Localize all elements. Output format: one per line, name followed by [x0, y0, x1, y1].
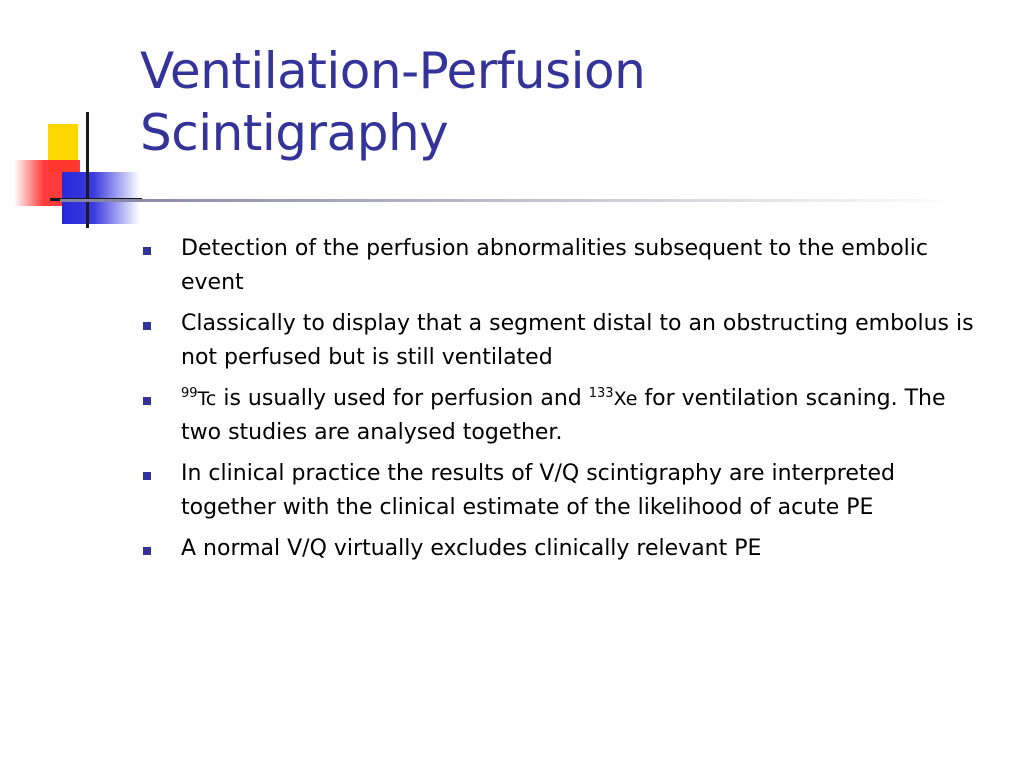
element-tc: Tc	[197, 388, 217, 410]
bullet-item	[140, 382, 980, 450]
slide-title	[140, 40, 645, 164]
bullet-text: In clinical practice the results of V/Q scintigraphy are interpreted together with the clinical estimate of the likelihood of acute PE	[181, 461, 895, 520]
bullet-item	[140, 307, 980, 375]
bullet-square-icon	[143, 247, 151, 255]
bullet-item	[140, 457, 980, 525]
bullet-square-icon	[143, 472, 151, 480]
ornament-vertical-line	[86, 112, 89, 228]
element-xe: Xe	[613, 388, 638, 410]
corner-ornament	[0, 0, 160, 240]
bullet-text: A normal V/Q virtually excludes clinically relevant PE	[181, 536, 762, 561]
bullet-text-tail: for ventilation scaning. The two studies are analysed together.	[181, 386, 946, 445]
title-line-1: Ventilation-Perfusion	[140, 42, 646, 100]
isotope-mass-tc: 99	[181, 386, 198, 401]
bullet-list	[140, 232, 980, 573]
bullet-square-icon	[143, 322, 151, 330]
bullet-item	[140, 532, 980, 566]
title-line-2: Scintigraphy	[140, 104, 449, 162]
bullet-text: Detection of the perfusion abnormalities subsequent to the embolic event	[181, 236, 929, 295]
bullet-square-icon	[143, 397, 151, 405]
bullet-square-icon	[143, 547, 151, 555]
bullet-item	[140, 232, 980, 300]
title-underline	[60, 199, 960, 202]
bullet-text-mid: is usually used for perfusion and	[216, 386, 589, 411]
isotope-mass-xe: 133	[588, 386, 614, 401]
bullet-text: Classically to display that a segment distal to an obstructing embolus is not perfused but is still ventilated	[181, 311, 974, 370]
